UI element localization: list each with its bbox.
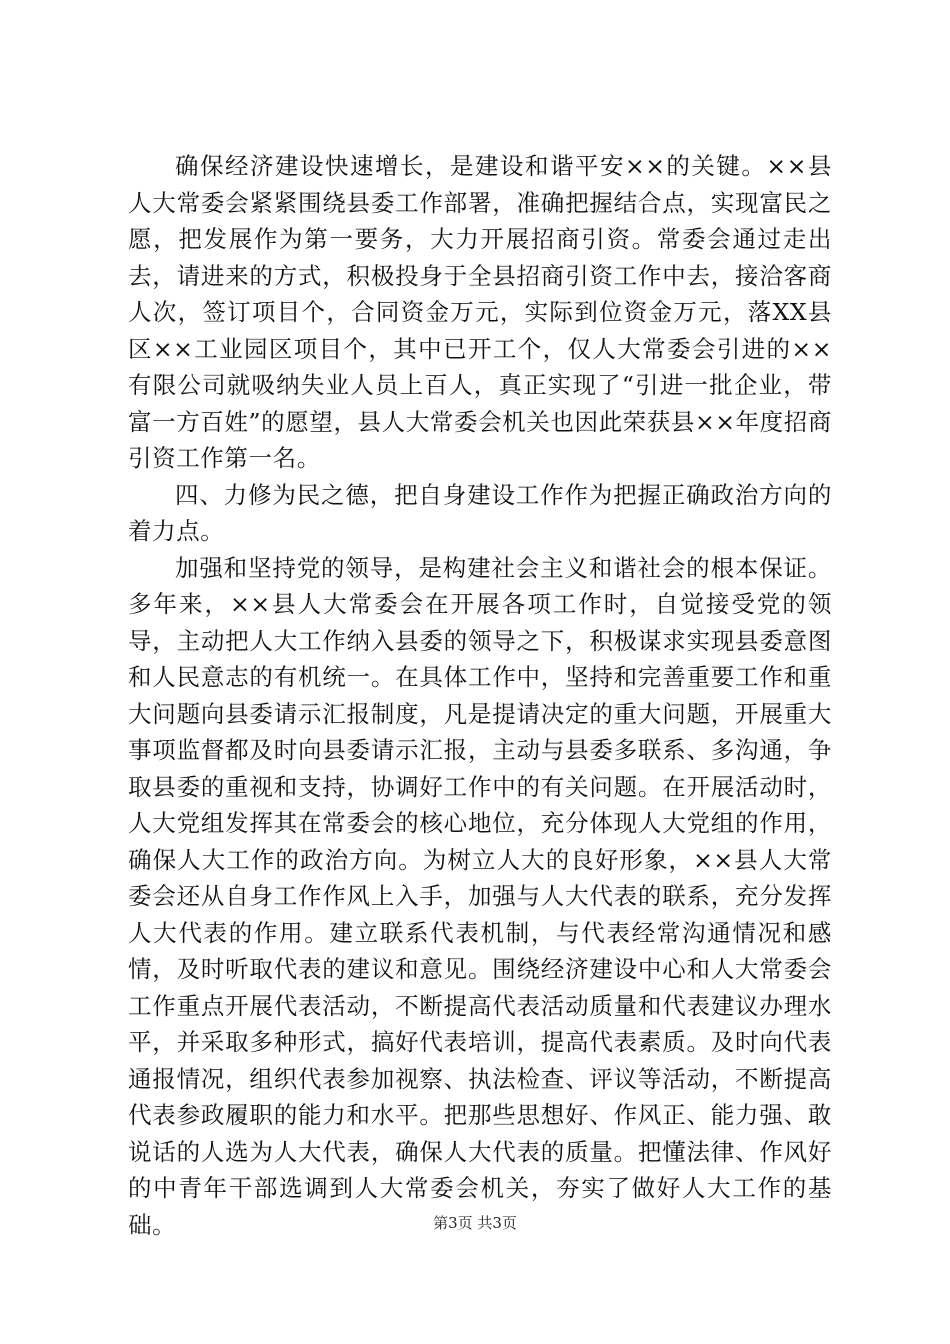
page-number-footer: 第3页 共3页 <box>433 1214 517 1232</box>
paragraph-party-leadership: 加强和坚持党的领导，是构建社会主义和谐社会的根本保证。多年来，××县人大常委会在开展各项工作时，自觉接受党的领导，主动把人大工作纳入县委的领导之下，积极谋求实现县委意图和人民意志的有机统一。在具体工作中，坚持和完善重要工作和重大问题向县委请示汇报制度，凡是提请决定的重大问题，开展重大事项监督都及时向县委请示汇报，主动与县委多联系、多沟通，争取县委的重视和支持，协调好工作中的有关问题。在开展活动时，人大党组发挥其在常委会的核心地位，充分体现人大党组的作用，确保人大工作的政治方向。为树立人大的良好形象，××县人大常委会还从自身工作作风上入手，加强与人大代表的联系，充分发挥人大代表的作用。建立联系代表机制，与代表经常沟通情况和感情，及时听取代表的建议和意见。围绕经济建设中心和人大常委会工作重点开展代表活动，不断提高代表活动质量和代表建议办理水平，并采取多种形式，搞好代表培训，提高代表素质。及时向代表通报情况，组织代表参加视察、执法检查、评议等活动，不断提高代表参政履职的能力和水平。把那些思想好、作风正、能力强、敢说话的人选为人大代表，确保人大代表的质量。把懂法律、作风好的中青年干部选调到人大常委会机关，夯实了做好人大工作的基础。 <box>128 553 832 1239</box>
paragraph-investment: 确保经济建设快速增长，是建设和谐平安××的关键。××县人大常委会紧紧围绕县委工作部署，准确把握结合点，实现富民之愿，把发展作为第一要务，大力开展招商引资。常委会通过走出去，请进来的方式，积极投身于全县招商引资工作中去，接洽客商人次，签订项目个，合同资金万元，实际到位资金万元，落XX县区××工业园区项目个，其中已开工个，仅人大常委会引进的××有限公司就吸纳失业人员上百人，真正实现了“引进一批企业，带富一方百姓”的愿望，县人大常委会机关也因此荣获县××年度招商引资工作第一名。 <box>128 152 832 472</box>
section-heading-four: 四、力修为民之德，把自身建设工作作为把握正确政治方向的着力点。 <box>128 480 832 545</box>
document-body <box>128 148 832 1243</box>
